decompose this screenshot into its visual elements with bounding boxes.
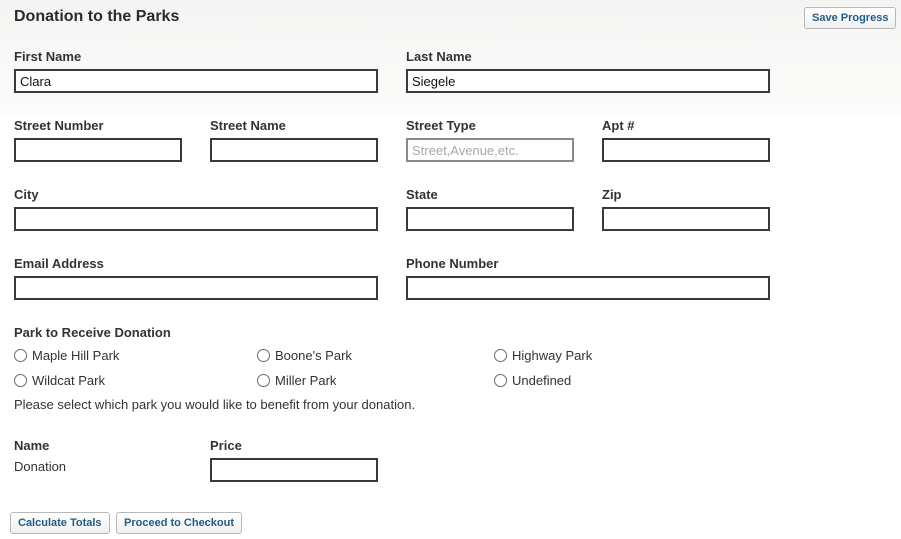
calculate-totals-button[interactable]: Calculate Totals — [10, 512, 110, 534]
radio-label: Wildcat Park — [32, 373, 105, 388]
save-progress-button[interactable]: Save Progress — [804, 7, 896, 29]
radio-label: Boone's Park — [275, 348, 352, 363]
first-name-label: First Name — [14, 49, 82, 64]
phone-label: Phone Number — [406, 256, 499, 271]
radio-label: Miller Park — [275, 373, 337, 388]
radio-circle-icon[interactable] — [14, 349, 27, 362]
price-input[interactable] — [210, 458, 378, 482]
name-column-header: Name — [14, 438, 50, 453]
street-type-input[interactable] — [406, 138, 574, 162]
state-input[interactable] — [406, 207, 574, 231]
radio-circle-icon[interactable] — [494, 374, 507, 387]
last-name-label: Last Name — [406, 49, 472, 64]
radio-label: Undefined — [512, 373, 572, 388]
radio-wildcat-park[interactable] — [14, 373, 105, 388]
radio-circle-icon[interactable] — [14, 374, 27, 387]
radio-circle-icon[interactable] — [257, 374, 270, 387]
park-help-text: Please select which park you would like to benefit from your donation. — [14, 397, 416, 412]
radio-boones-park[interactable] — [257, 348, 352, 363]
city-label: City — [14, 187, 39, 202]
donation-item-name: Donation — [14, 459, 67, 474]
zip-input[interactable] — [602, 207, 770, 231]
apt-input[interactable] — [602, 138, 770, 162]
radio-label: Maple Hill Park — [32, 348, 120, 363]
radio-circle-icon[interactable] — [257, 349, 270, 362]
phone-input[interactable] — [406, 276, 770, 300]
last-name-input[interactable] — [406, 69, 770, 93]
radio-maple-hill-park[interactable] — [14, 348, 119, 363]
page-title: Donation to the Parks — [14, 8, 180, 25]
street-name-label: Street Name — [210, 118, 286, 133]
radio-undefined[interactable] — [494, 373, 571, 388]
radio-circle-icon[interactable] — [494, 349, 507, 362]
proceed-to-checkout-button[interactable]: Proceed to Checkout — [116, 512, 242, 534]
street-name-input[interactable] — [210, 138, 378, 162]
city-input[interactable] — [14, 207, 378, 231]
zip-label: Zip — [602, 187, 622, 202]
radio-miller-park[interactable] — [257, 373, 336, 388]
street-number-label: Street Number — [14, 118, 104, 133]
park-label: Park to Receive Donation — [14, 325, 171, 340]
apt-label: Apt # — [602, 118, 635, 133]
radio-label: Highway Park — [512, 348, 593, 363]
state-label: State — [406, 187, 438, 202]
street-number-input[interactable] — [14, 138, 182, 162]
first-name-input[interactable] — [14, 69, 378, 93]
email-label: Email Address — [14, 256, 104, 271]
email-input[interactable] — [14, 276, 378, 300]
radio-highway-park[interactable] — [494, 348, 592, 363]
price-column-header: Price — [210, 438, 242, 453]
street-type-label: Street Type — [406, 118, 476, 133]
